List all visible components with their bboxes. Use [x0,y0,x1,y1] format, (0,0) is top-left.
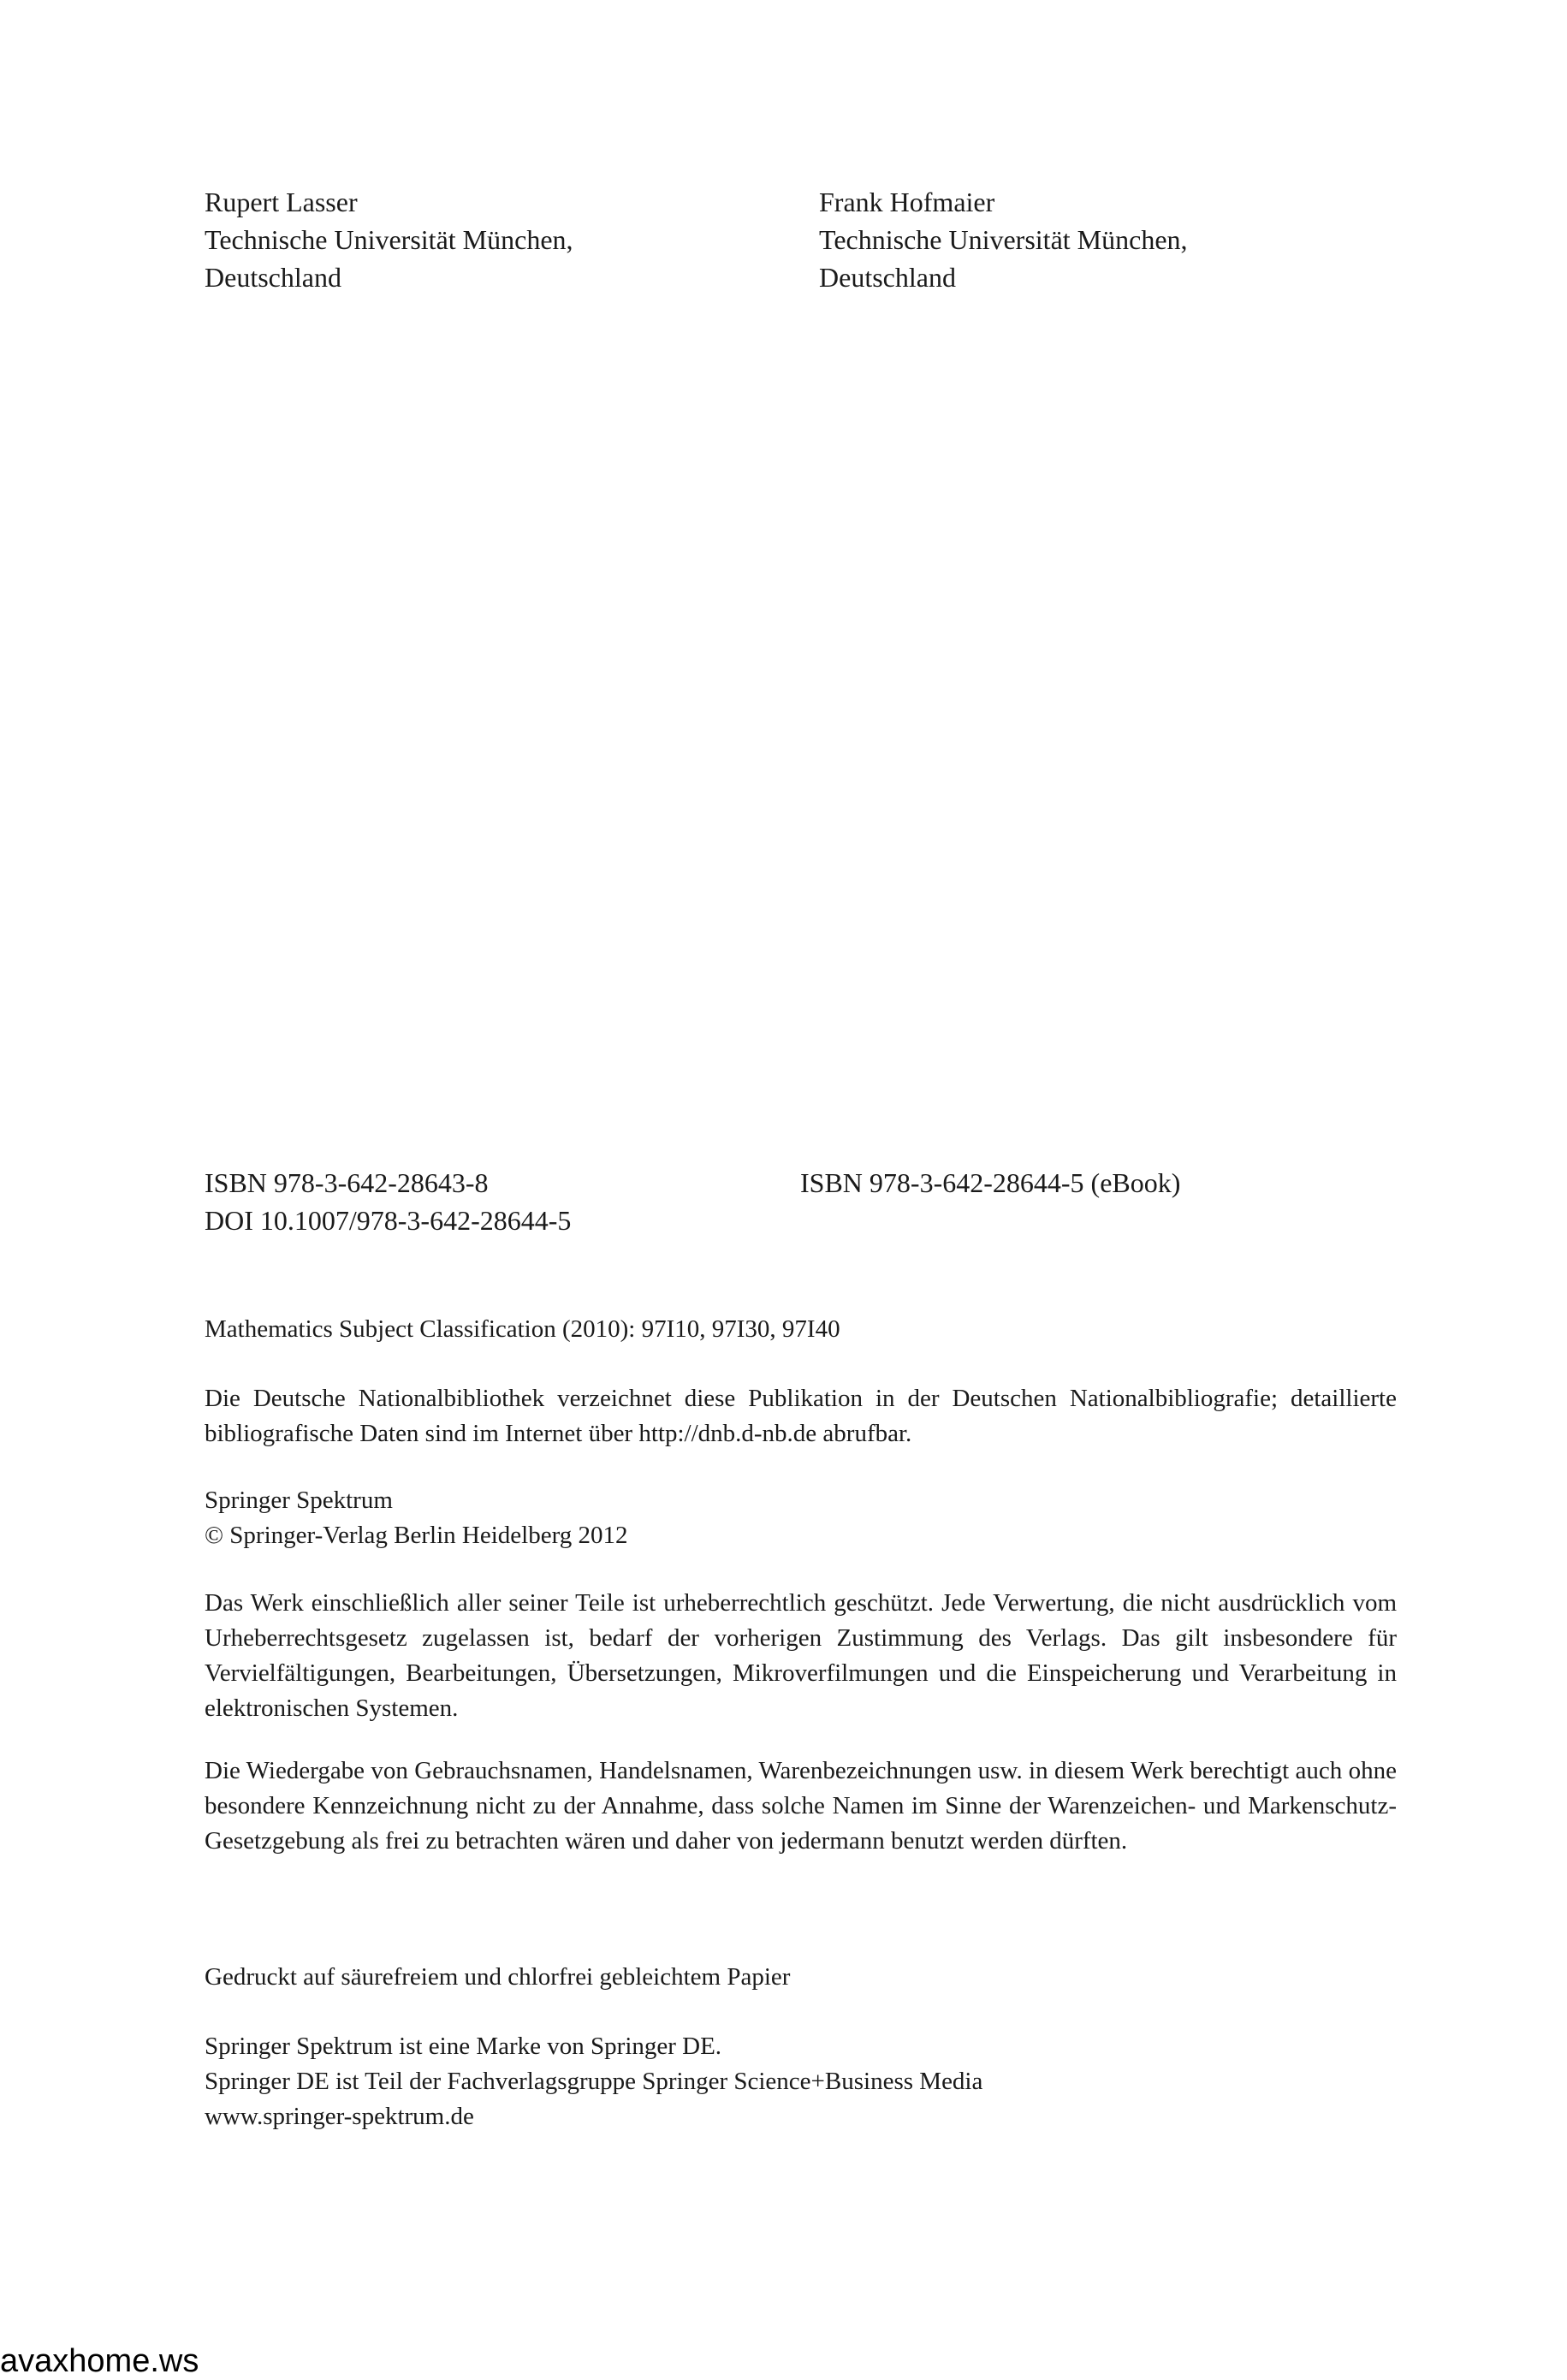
subject-classification: Mathematics Subject Classification (2010): 97I10, 97I30, 97I40 [205,1315,840,1343]
author-affiliation: Technische Universität München, [205,224,573,255]
author-name: Rupert Lasser [205,187,358,217]
publisher-block [205,1483,1397,1553]
author-affiliation: Technische Universität München, [819,224,1188,255]
identifier-block [205,1164,571,1239]
publisher-imprint: Springer Spektrum [205,1487,393,1514]
author-block-left [205,183,573,296]
doi: DOI 10.1007/978-3-642-28644-5 [205,1205,572,1236]
publisher-website: www.springer-spektrum.de [205,2103,474,2130]
author-block-right [819,183,1188,296]
imprint-info [205,2029,1397,2134]
copyright-line: © Springer-Verlag Berlin Heidelberg 2012 [205,1522,628,1549]
ebook-identifier-block [800,1164,1180,1202]
imprint-line-1: Springer Spektrum ist eine Marke von Springer DE. [205,2033,722,2060]
isbn-ebook: ISBN 978-3-642-28644-5 (eBook) [800,1167,1181,1198]
author-country: Deutschland [205,262,341,293]
isbn-print: ISBN 978-3-642-28643-8 [205,1167,489,1198]
trademark-notice: Die Wiedergabe von Gebrauchsnamen, Handelsnamen, Warenbezeichnungen usw. in diesem Werk berechtigt auch ohne besondere Kennzeichnung nicht zu der Annahme, dass solche Namen im Sinne der Warenzeichen- und Markenschutz-Gesetzgebung als frei zu betrachten wären und daher von jedermann benutzt werden dürften. [205,1757,1397,1855]
paper-notice: Gedruckt auf säurefreiem und chlorfrei gebleichtem Papier [205,1963,791,1991]
author-country: Deutschland [819,262,956,293]
dnb-notice: Die Deutsche Nationalbibliothek verzeichnet diese Publikation in der Deutschen Nationalbibliografie; detaillierte bibliografische Daten sind im Internet über http://dnb.d-nb.de abrufbar. [205,1385,1397,1447]
author-name: Frank Hofmaier [819,187,995,217]
watermark-text: avaxhome.ws [0,2343,199,2379]
rights-notice: Das Werk einschließlich aller seiner Teile ist urheberrechtlich geschützt. Jede Verwertung, die nicht ausdrücklich vom Urheberrechtsgesetz zugelassen ist, bedarf der vorherigen Zustimmung des Verlags. Das gilt insbesondere für Vervielfältigungen, Bearbeitungen, Übersetzungen, Mikroverfilmungen und die Einspeicherung und Verarbeitung in elektronischen Systemen. [205,1589,1397,1722]
imprint-line-2: Springer DE ist Teil der Fachverlagsgruppe Springer Science+Business Media [205,2068,983,2095]
